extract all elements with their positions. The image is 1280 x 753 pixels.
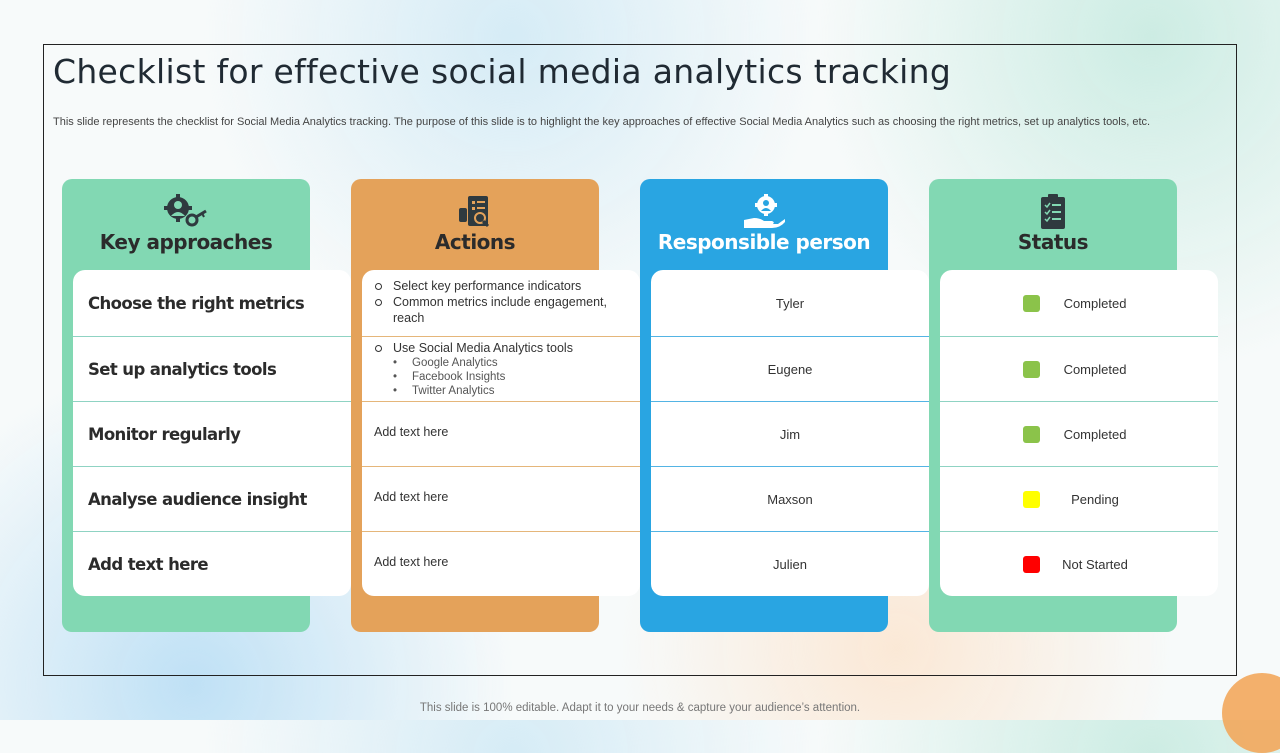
action-list	[374, 340, 624, 356]
actions-cell	[362, 336, 640, 401]
status-card	[940, 270, 1218, 596]
status-cell	[940, 270, 1218, 336]
actions-cell: Add text here	[362, 466, 640, 531]
approach-cell: Choose the right metrics	[88, 293, 305, 313]
status-indicator	[1023, 361, 1040, 378]
status-label: Completed	[1063, 426, 1127, 442]
status-cell	[940, 531, 1218, 596]
clipboard-checklist-icon	[351, 193, 599, 231]
approach-cell: Monitor regularly	[73, 401, 351, 466]
status-indicator	[1023, 295, 1040, 312]
status-indicator	[1023, 491, 1040, 508]
approach-cell: Set up analytics tools	[73, 336, 351, 401]
column-header-key-approaches: Key approaches	[99, 230, 273, 254]
footer-note: This slide is 100% editable. Adapt it to your needs & capture your audience’s attention.	[419, 702, 861, 714]
status-label: Completed	[1063, 295, 1127, 311]
person-cell: Jim	[651, 401, 929, 466]
approach-cell: Analyse audience insight	[73, 466, 351, 531]
action-item: Common metrics include engagement, reach	[374, 294, 624, 326]
sub-action-item: • Twitter Analytics	[393, 384, 624, 398]
column-header-actions: Actions	[434, 230, 516, 254]
status-indicator	[1023, 426, 1040, 443]
actions-cell	[362, 270, 640, 336]
action-item: Use Social Media Analytics tools	[374, 340, 624, 356]
status-label: Completed	[1063, 361, 1127, 377]
actions-cell: Add text here	[362, 531, 640, 596]
approach-cell: Add text here	[73, 531, 351, 596]
person-cell: Julien	[651, 531, 929, 596]
checklist-icon	[929, 193, 1177, 231]
person-cell: Maxson	[651, 466, 929, 531]
status-cell	[940, 401, 1218, 466]
person-cell: Eugene	[651, 336, 929, 401]
column-header-responsible-person: Responsible person	[657, 230, 871, 254]
responsible-person-card	[651, 270, 929, 596]
column-header-status: Status	[1017, 230, 1089, 254]
sub-action-item: • Facebook Insights	[393, 370, 624, 384]
sub-action-list	[374, 356, 624, 398]
person-cell: Tyler	[775, 295, 805, 311]
action-list	[374, 278, 624, 326]
status-cell	[940, 466, 1218, 531]
slide-description: This slide represents the checklist for Social Media Analytics tracking. The purpose of this slide is to highlight the key approaches of effective Social Media Analytics such as choosing the right metrics, set up analytics tools, etc.	[53, 116, 1151, 128]
sub-action-item: • Google Analytics	[393, 356, 624, 370]
slide-title: Checklist for effective social media analytics tracking	[53, 52, 952, 91]
hand-gear-person-icon	[640, 193, 888, 231]
gear-person-key-icon	[62, 193, 310, 231]
actions-card	[362, 270, 640, 596]
status-label: Not Started	[1062, 556, 1128, 572]
status-indicator	[1023, 556, 1040, 573]
status-cell	[940, 336, 1218, 401]
actions-cell: Add text here	[362, 401, 640, 466]
status-label: Pending	[1071, 491, 1119, 507]
key-approaches-card	[73, 270, 351, 596]
action-item: Select key performance indicators	[374, 278, 624, 294]
